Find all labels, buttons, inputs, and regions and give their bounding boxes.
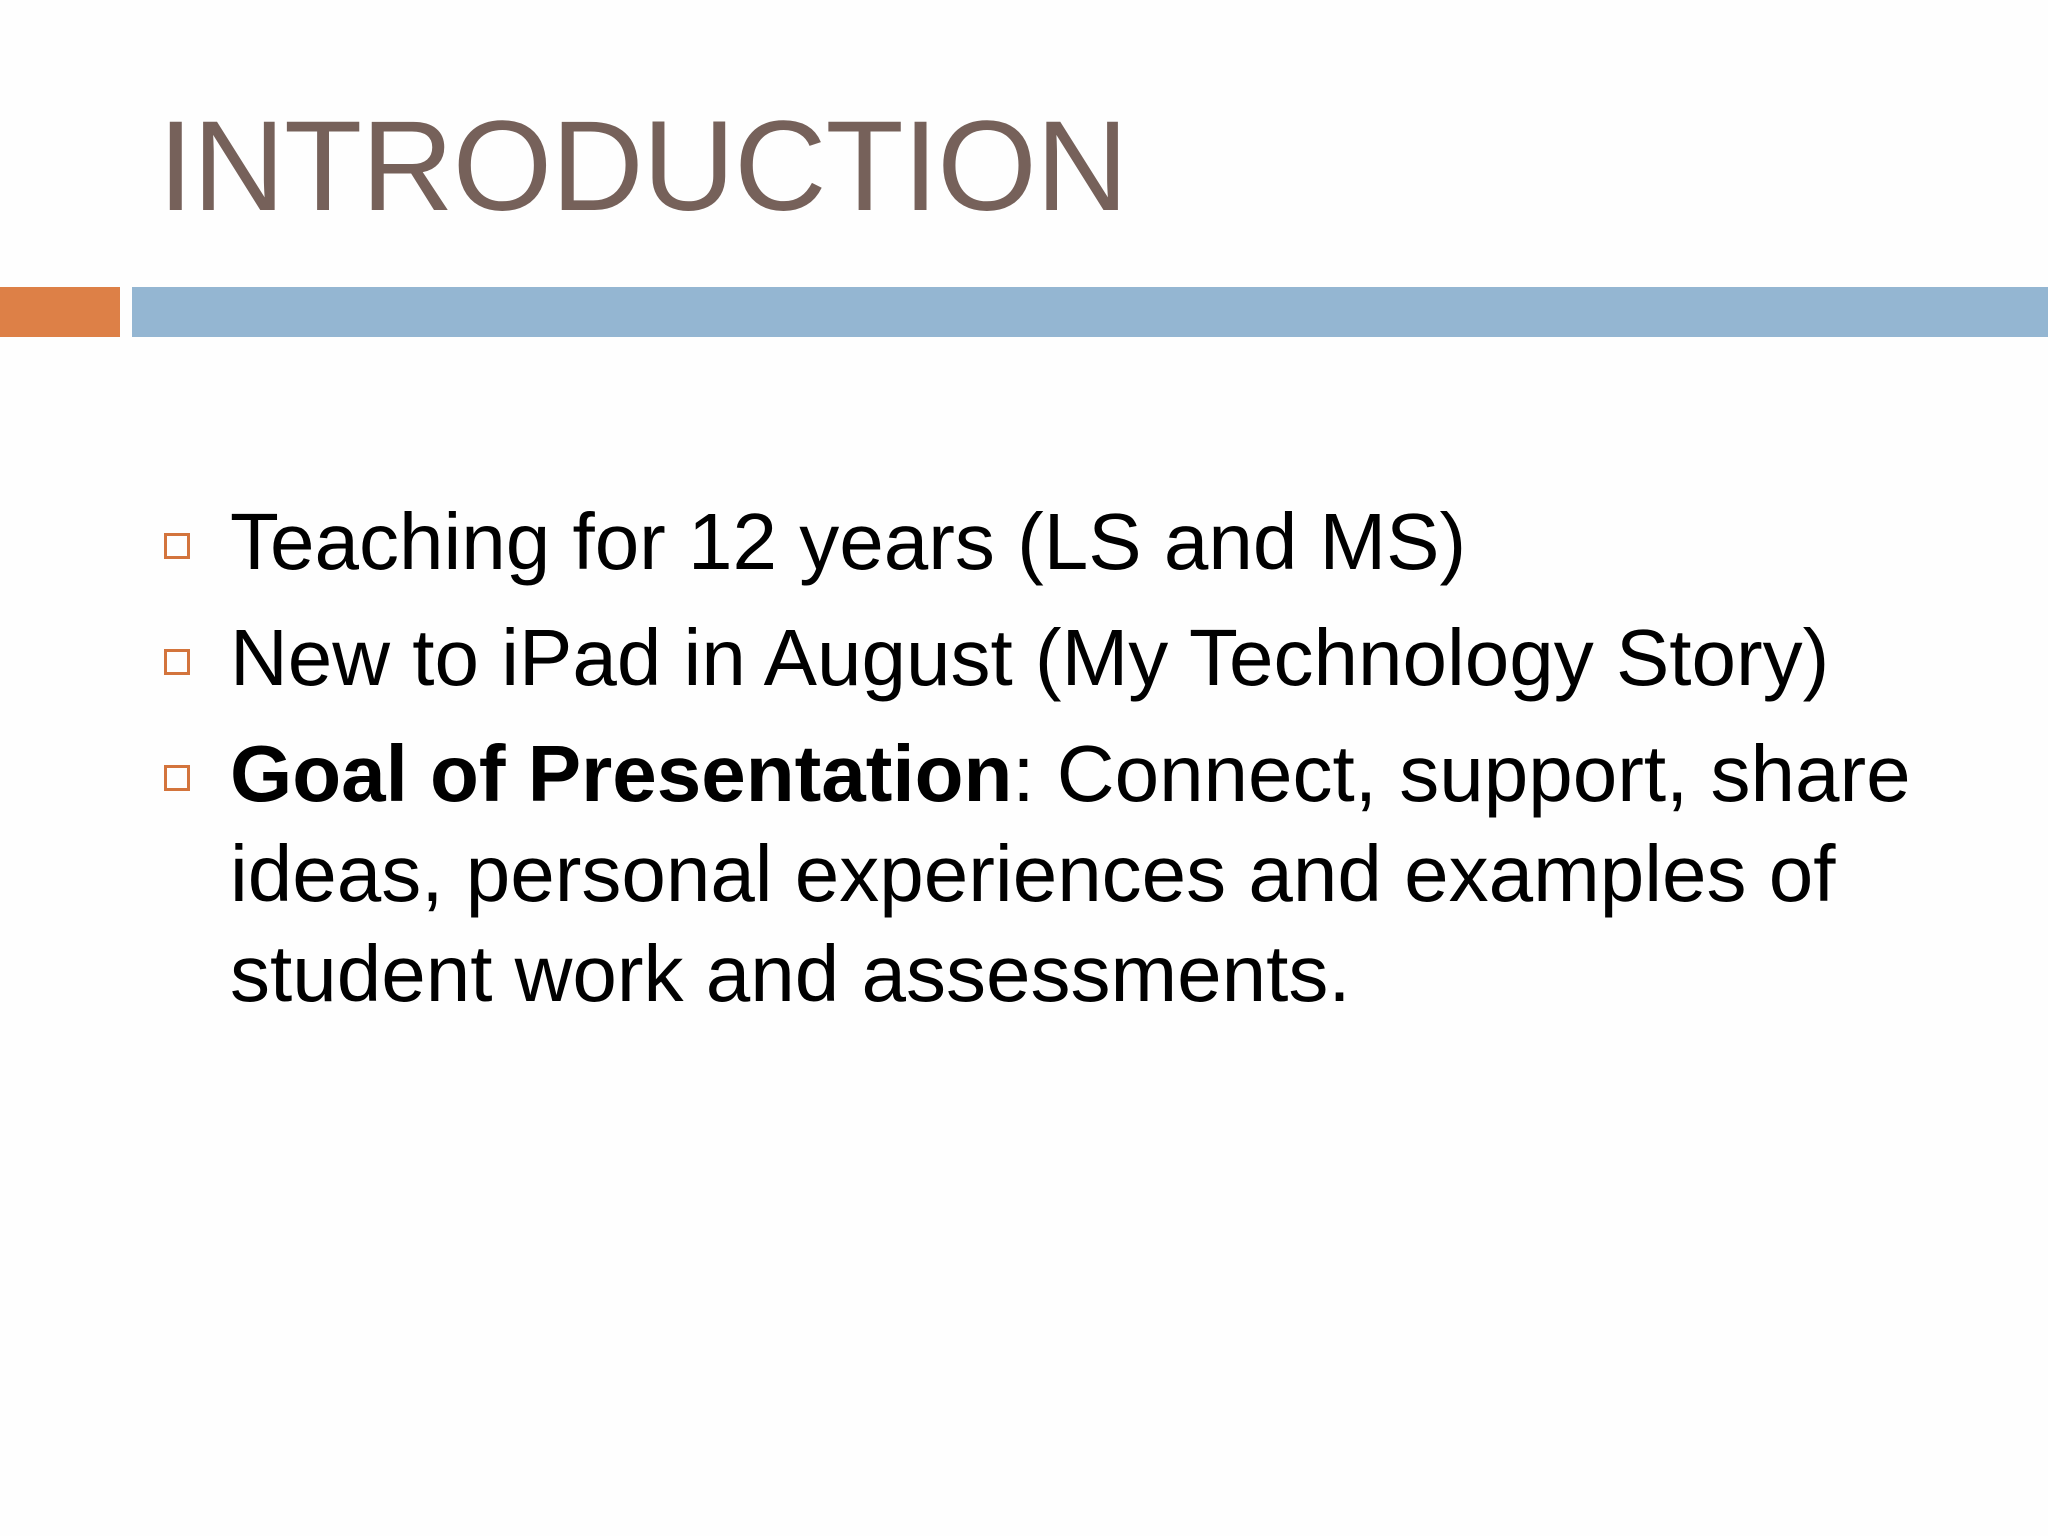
bullet-item-ipad (160, 608, 2000, 708)
bullet-item-goal (160, 724, 2000, 1024)
accent-bar-blue (132, 287, 2048, 337)
bullet-bold-lead: Goal of Presentation (230, 729, 1013, 818)
hollow-square-icon (164, 765, 190, 791)
slide-title: INTRODUCTION (158, 95, 1128, 238)
bullet-text: New to iPad in August (My Technology Story) (230, 613, 1830, 702)
bullet-text: : Connect, support, share ideas, personal experiences and examples of student work and assessments. (230, 729, 1911, 1018)
accent-bar-orange (0, 287, 120, 337)
hollow-square-icon (164, 649, 190, 675)
bullet-list (160, 492, 2000, 1040)
bullet-text: Teaching for 12 years (LS and MS) (230, 497, 1467, 586)
bullet-item-teaching (160, 492, 2000, 592)
hollow-square-icon (164, 533, 190, 559)
